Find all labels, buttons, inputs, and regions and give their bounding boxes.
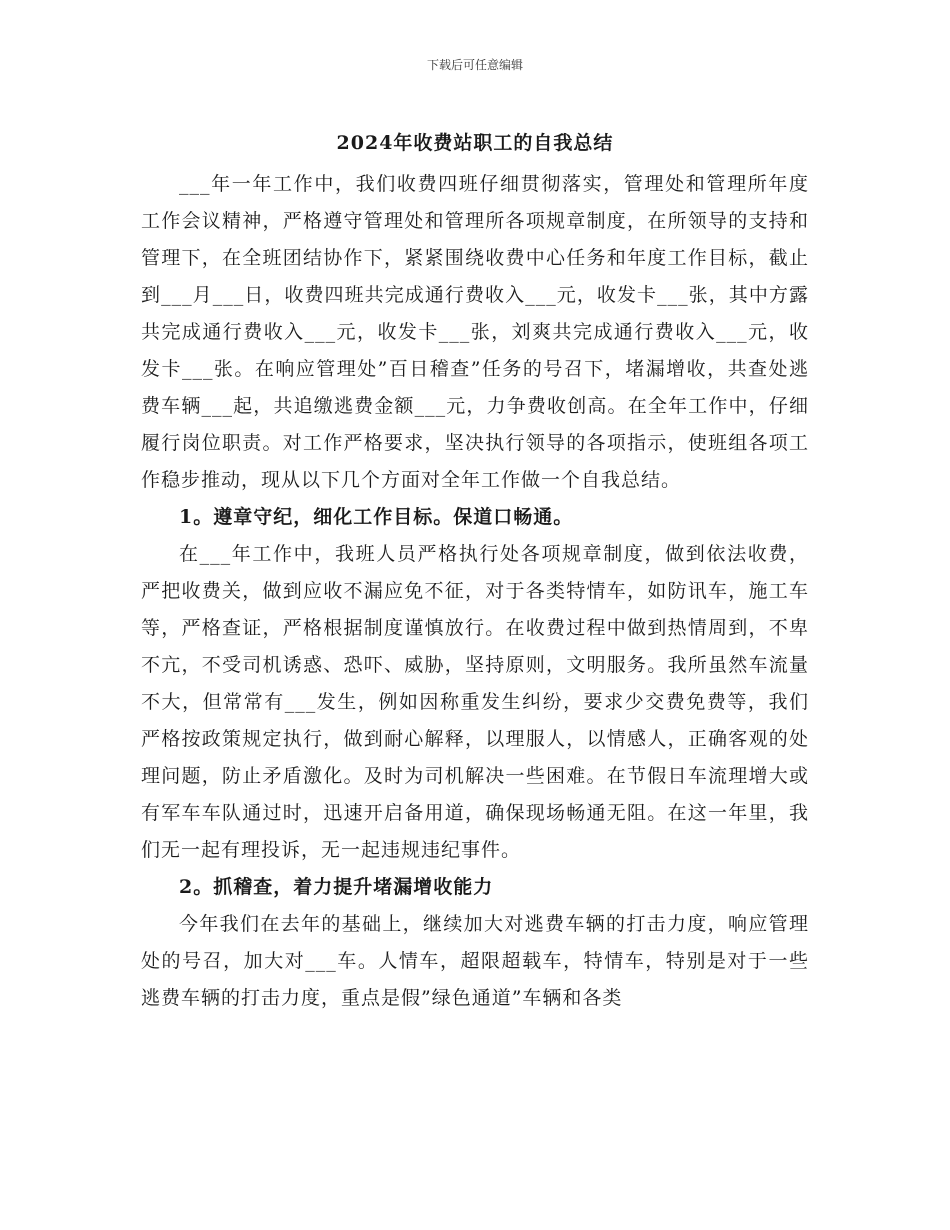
intro-paragraph: ___年一年工作中，我们收费四班仔细贯彻落实，管理处和管理所年度工作会议精神，严格遵守管理处和管理所各项规章制度，在所领导的支持和管理下，在全班团结协作下，紧紧围绕收费中心任务和年度工作目标，截止到___月___日，收费四班共完成通行费收入___元，收发卡___张，其中方露共完成通行费收入___元，收发卡___张，刘爽共完成通行费收入___元，收发卡___张。在响应管理处”百日稽查”任务的号召下，堵漏增收，共查处逃费车辆___起，共追缴逃费金额___元，力争费收创高。在全年工作中，仔细履行岗位职责。对工作严格要求，坚决执行领导的各项指示，使班组各项工作稳步推动，现从以下几个方面对全年工作做一个自我总结。 bbox=[141, 173, 809, 491]
header-note: 下载后可任意编辑 bbox=[426, 58, 523, 72]
section-1-paragraph: 在___年工作中，我班人员严格执行处各项规章制度，做到依法收费，严把收费关，做到应收不漏应免不征，对于各类特情车，如防讯车，施工车等，严格查证，严格根据制度谨慎放行。在收费过程中做到热情周到，不卑不亢，不受司机诱惑、恐吓、威胁，坚持原则，文明服务。我所虽然车流量不大，但常常有___发生，例如因称重发生纠纷，要求少交费免费等，我们严格按政策规定执行，做到耐心解释，以理服人，以情感人，正确客观的处理问题，防止矛盾激化。及时为司机解决一些困难。在节假日车流理增大或有军车车队通过时，迅速开启备用道，确保现场畅通无阻。在这一年里，我们无一起有理投诉，无一起违规违纪事件。 bbox=[141, 543, 809, 861]
document-body bbox=[141, 166, 809, 1017]
section-heading-1: 1。遵章守纪，细化工作目标。保道口畅通。 bbox=[179, 506, 574, 528]
section-2-paragraph: 今年我们在去年的基础上，继续加大对逃费车辆的打击力度，响应管理处的号召，加大对___车。人情车，超限超载车，特情车，特别是对于一些逃费车辆的打击力度，重点是假”绿色通道”车辆和各类 bbox=[141, 913, 809, 1009]
document-title: 2024年收费站职工的自我总结 bbox=[336, 132, 614, 154]
section-heading-2: 2。抓稽查，着力提升堵漏增收能力 bbox=[179, 876, 494, 898]
